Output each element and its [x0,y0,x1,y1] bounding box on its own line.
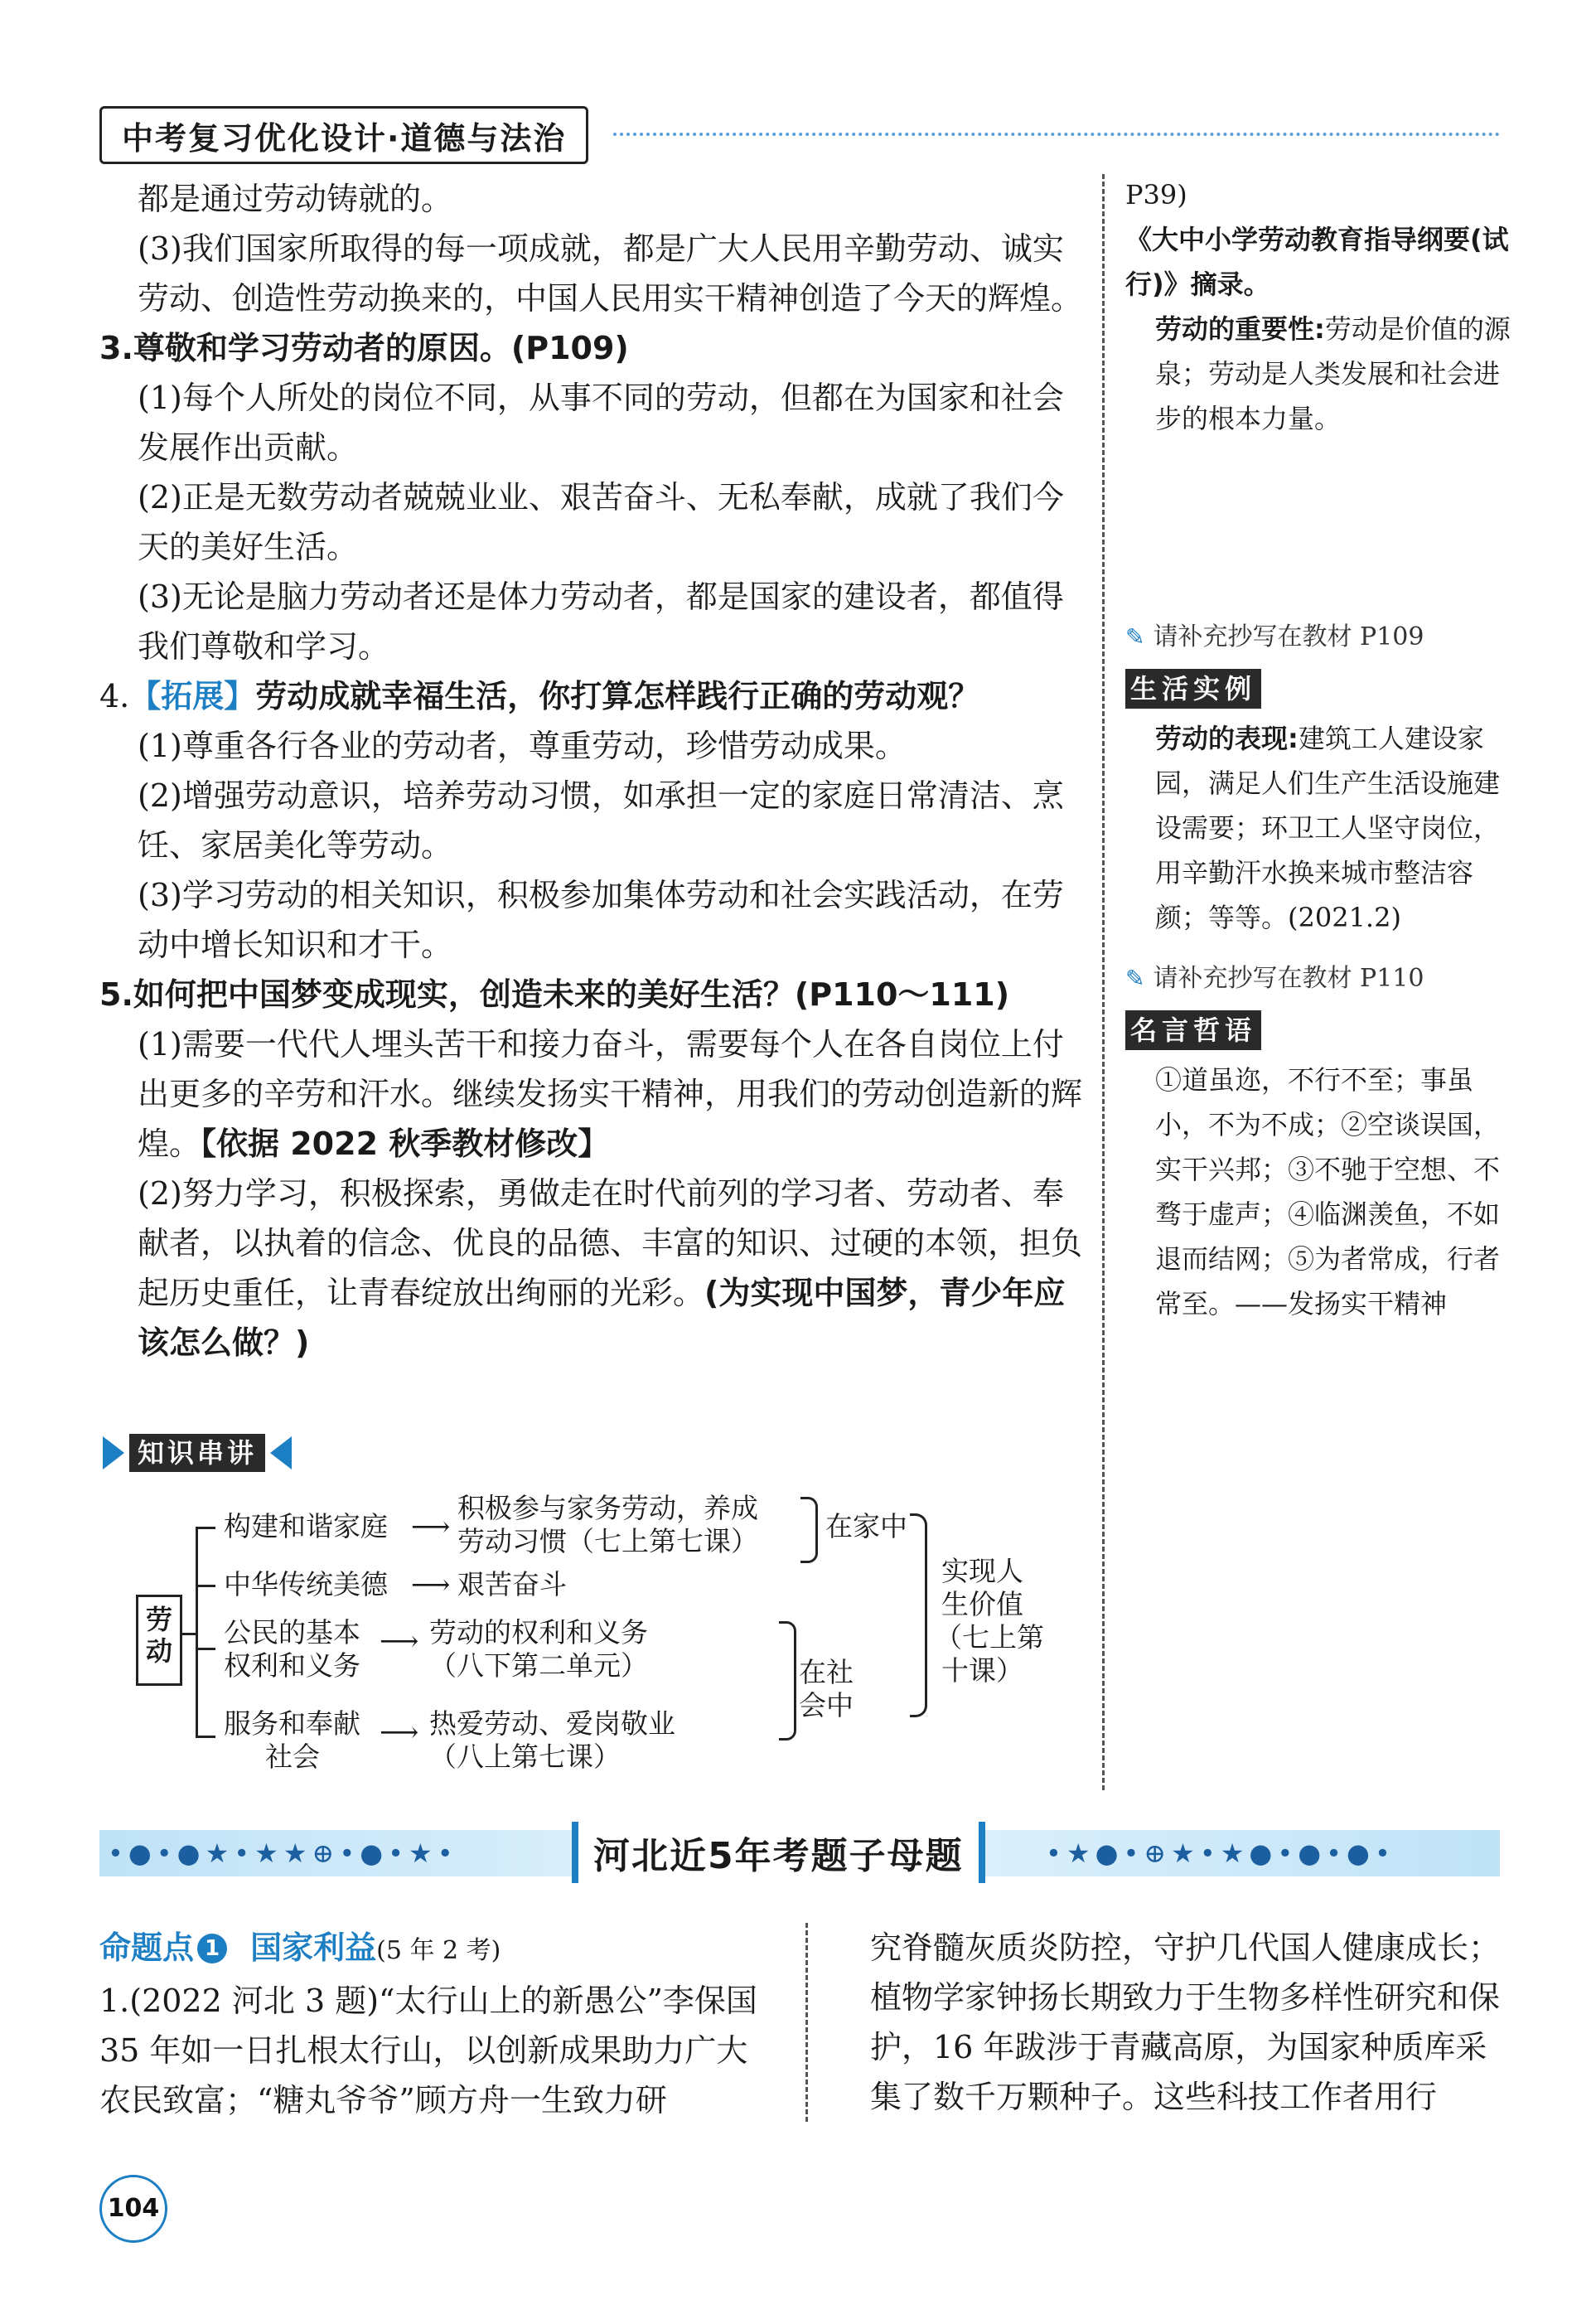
question-1: 1.(2022 河北 3 题)“太行山上的新愚公”李保国 35 年如一日扎根太行山，以创新成果助力广大农民致富；“糖丸爷爷”顾方舟一生致力研 [99,1983,757,2118]
question-number: 4. [99,678,130,714]
branch-left: 社会 [265,1741,320,1773]
branch-right: （八上第七课） [429,1741,621,1773]
home-label: 在家中 [825,1510,907,1542]
question-1-continued: 究脊髓灰质炎防控，守护几代国人健康成长；植物学家钟扬长期致力于生物多样性研究和保护，16 年跋涉于青藏高原，为国家种质库采集了数千万颗种子。这些科技工作者用行 [870,1929,1501,2115]
side-ref: P39) [1125,179,1187,211]
brace [779,1621,796,1741]
importance-text: 劳动是价值的源泉；劳动是人类发展和社会进步的根本力量。 [1155,313,1511,434]
life-label: 劳动的表现: [1155,723,1299,754]
connector [196,1585,215,1587]
arrow-icon: ⟶ [380,1624,419,1657]
question-4-title [99,671,1094,721]
question-5-title: 5.如何把中国梦变成现实，创造未来的美好生活？(P110～111) [99,976,1010,1013]
copy-note-text: 请补充抄写在教材 P110 [1153,964,1424,993]
branch-right: 艰苦奋斗 [457,1568,567,1600]
knowledge-label [103,1432,292,1474]
life-example [1125,716,1523,940]
extension-tag: 【拓展】 [129,678,256,714]
question-3-title: 3.尊敬和学习劳动者的原因。(P109) [99,330,629,366]
branch-left: 公民的基本 [224,1616,360,1649]
goal-label: （七上第 [935,1621,1044,1653]
answer-text: (1)需要一代代人埋头苦干和接力奋斗，需要每个人在各自岗位上付出更多的辛劳和汗水。继续发扬实干精神，用我们的劳动创造新的辉煌。 [138,1026,1083,1162]
header-dotted-rule [613,133,1500,136]
paragraph: (1)尊重各行各业的劳动者，尊重劳动，珍惜劳动成果。 [138,728,907,764]
life-example-tag: 生活实例 [1125,669,1261,709]
life-text: 建筑工人建设家园，满足人们生产生活设施建设需要；环卫工人坚守岗位，用辛勤汗水换来城市整洁容颜；等等。(2021.2) [1155,723,1501,933]
topic-label: 命题点 [99,1929,195,1966]
society-label: 在社 [799,1656,854,1688]
branch-left: 中华传统美德 [224,1568,388,1600]
quote-tag: 名言哲语 [1125,1010,1261,1050]
topic-number: 1 [197,1934,227,1963]
side-column [1125,172,1523,1326]
triangle-right-icon [103,1436,124,1469]
question-text: 劳动成就幸福生活，你打算怎样践行正确的劳动观？ [255,678,980,714]
branch-right: 劳动习惯（七上第七课） [457,1525,758,1557]
copy-note [1125,615,1523,660]
connector [196,1736,215,1738]
paragraph: (1)每个人所处的岗位不同，从事不同的劳动，但都在为国家和社会发展作出贡献。 [138,380,1064,466]
topic-name: 国家利益 [250,1929,377,1966]
branch-left: 服务和奉献 [224,1707,360,1740]
branch-right: 积极参与家务劳动，养成 [457,1492,758,1524]
diagram-root: 劳动 [136,1595,182,1686]
goal-label: 十课） [941,1654,1023,1687]
column-divider [805,1923,808,2122]
connector [196,1527,198,1737]
connector [196,1648,215,1650]
branch-left: 权利和义务 [224,1649,360,1682]
paragraph [99,1019,1094,1169]
pen-icon: ✎ [1125,965,1145,992]
society-label: 会中 [799,1689,854,1721]
copy-note [1125,956,1523,1001]
copy-note-text: 请补充抄写在教材 P109 [1153,622,1424,651]
topic-line [99,1923,779,1976]
connector [182,1633,196,1635]
main-column [99,174,1094,1368]
bottom-right-column [870,1923,1516,2122]
paragraph: (3)无论是脑力劳动者还是体力劳动者，都是国家的建设者，都值得我们尊敬和学习。 [138,579,1064,665]
triangle-left-icon [270,1436,292,1469]
branch-right: 劳动的权利和义务 [429,1616,648,1649]
quote-text: ①道虽迩，不行不至；事虽小，不为不成；②空谈误国，实干兴邦；③不驰于空想、不骛于虚声；④临渊羡鱼，不如退而结网；⑤为者常成，行者常至。——发扬实干精神 [1155,1064,1501,1319]
branch-right: 热爱劳动、爱岗敬业 [429,1707,675,1740]
paragraph: (2)正是无数劳动者兢兢业业、艰苦奋斗、无私奉献，成就了我们今天的美好生活。 [138,479,1064,565]
brace [800,1497,818,1563]
revision-note: 【依据 2022 秋季教材修改】 [201,1126,610,1162]
goal-label: 实现人 [941,1555,1023,1587]
importance-label: 劳动的重要性: [1155,313,1325,345]
importance-note [1125,307,1523,441]
goal-label: 生价值 [941,1588,1023,1620]
branch-right: （八下第二单元） [429,1649,648,1682]
arrow-icon: ⟶ [411,1568,451,1600]
header-title: 中考复习优化设计·道德与法治 [99,106,588,164]
paragraph [99,1169,1094,1368]
bottom-left-column [99,1923,779,2125]
answer-text: (2)努力学习，积极探索，勇做走在时代前列的学习者、劳动者、奉献者，以执着的信念、优良的品德、丰富的知识、过硬的本领，担负起历史重任，让青春绽放出绚丽的光彩。 [138,1175,1083,1311]
paragraph: 都是通过劳动铸就的。 [138,181,453,217]
topic-count: (5 年 2 考) [376,1936,501,1965]
banner-decoration: •●•●★•★★⊕•●•★• [108,1837,458,1869]
page-number: 104 [99,2175,167,2243]
knowledge-label-text: 知识串讲 [129,1434,265,1472]
branch-left: 构建和谐家庭 [224,1510,388,1542]
brace [910,1513,927,1717]
pen-icon: ✎ [1125,623,1145,651]
banner-decoration: •★●•⊕★•★●•●•●• [1046,1837,1395,1869]
paragraph: (3)我们国家所取得的每一项成就，都是广大人民用辛勤劳动、诚实劳动、创造性劳动换来的，中国人民用实干精神创造了今天的辉煌。 [138,230,1083,317]
column-divider [1102,174,1105,1790]
doc-title: 《大中小学劳动教育指导纲要(试行)》摘录。 [1125,224,1509,300]
connector [196,1527,215,1529]
arrow-icon: ⟶ [411,1510,451,1542]
arrow-icon: ⟶ [380,1716,419,1748]
paragraph: (2)增强劳动意识，培养劳动习惯，如承担一定的家庭日常清洁、烹饪、家居美化等劳动。 [138,777,1064,864]
section-title: 河北近5年考题子母题 [572,1822,985,1883]
hint-note: (为实现中国梦，青少年应该怎么做？) [138,1275,1066,1361]
paragraph: (3)学习劳动的相关知识，积极参加集体劳动和社会实践活动，在劳动中增长知识和才干。 [138,877,1064,963]
